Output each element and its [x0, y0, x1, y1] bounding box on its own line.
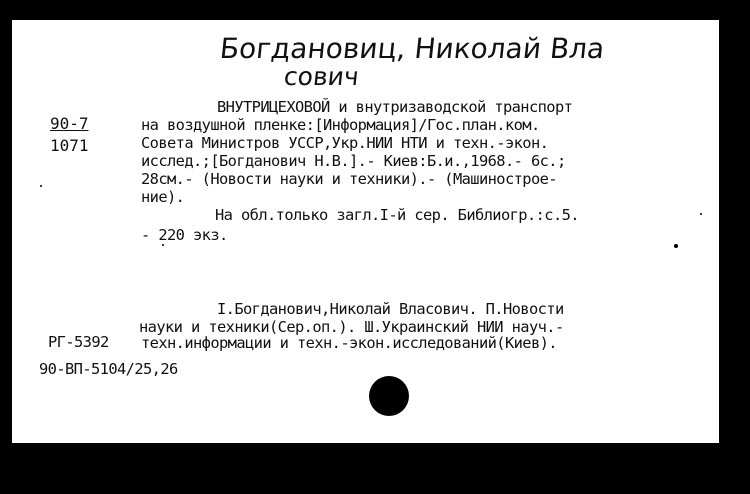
- card-punch-hole: [369, 376, 409, 416]
- tracing-line-1: I.Богданович,Николай Власович. П.Новости: [217, 300, 564, 318]
- accession-code: 90-ВП-5104/25,26: [39, 360, 178, 378]
- tracing-line-2: науки и техники(Сер.оп.). Ш.Украинский НИИ науч.-: [139, 318, 564, 336]
- body-line-4: исслед.;[Богданович Н.В.].- Киев:Б.и.,1968.- 6с.;: [141, 152, 566, 170]
- handwritten-author-name: Богдановиц, Николай Вла: [218, 32, 607, 65]
- call-number-bottom: 1071: [50, 136, 89, 155]
- body-line-3: Совета Министров УССР,Укр.НИИ НТИ и техн.-экон.: [141, 134, 549, 152]
- ink-speck: [700, 213, 702, 215]
- body-line-6: ние).: [141, 188, 185, 206]
- body-line-7: На обл.только загл.I-й сер. Библиогр.:с.5.: [215, 206, 579, 224]
- body-line-2: на воздушной пленке:[Информация]/Гос.план.ком.: [141, 116, 540, 134]
- ink-speck: [162, 244, 164, 246]
- ink-speck: [674, 244, 678, 248]
- rg-code: РГ-5392: [48, 333, 109, 351]
- ink-speck: [40, 185, 42, 187]
- body-line-8: - 220 экз.: [141, 226, 228, 244]
- handwritten-author-name-cont: сович: [282, 62, 361, 91]
- body-line-1: ВНУТРИЦЕХОВОЙ и внутризаводской транспорт: [217, 98, 573, 116]
- call-number-top: 90-7: [50, 114, 89, 133]
- catalog-card: [12, 20, 719, 443]
- body-line-5: 28см.- (Новости науки и техники).- (Машинострое-: [141, 170, 557, 188]
- tracing-line-3: техн.информации и техн.-экон.исследований(Киев).: [141, 334, 557, 352]
